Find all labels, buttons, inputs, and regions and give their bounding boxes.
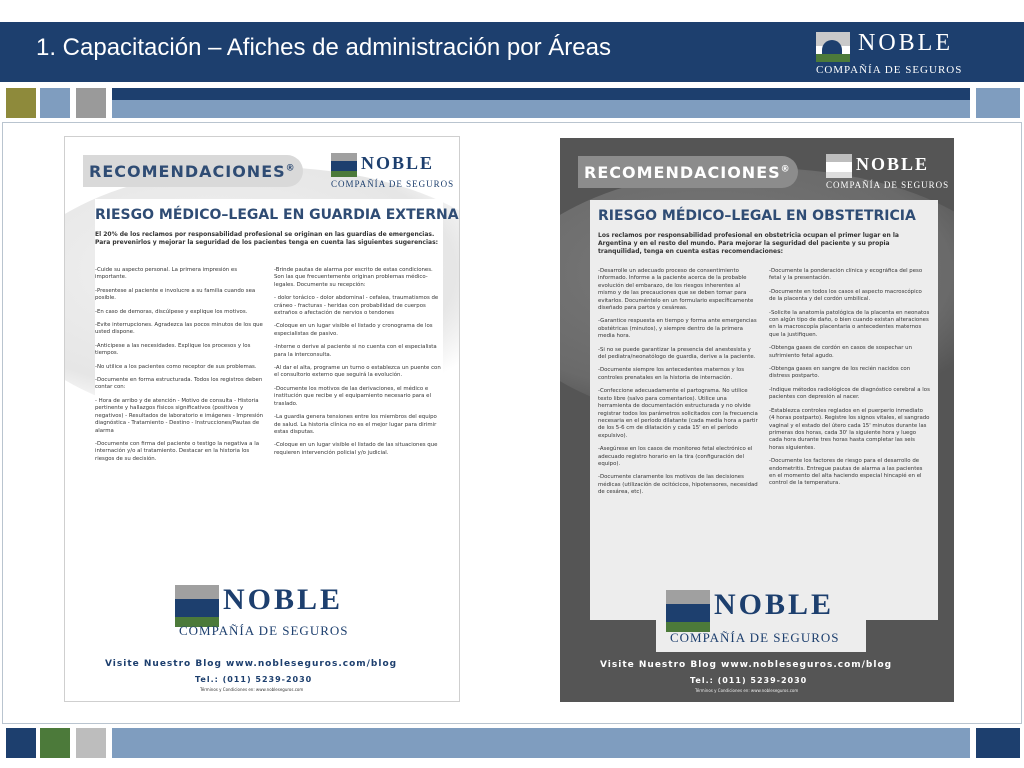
logo-subtitle: COMPAÑÍA DE SEGUROS: [331, 179, 455, 189]
recommendation-item: -Brinde pautas de alarma por escrito de estas condiciones. Son las que frecuentemente originan problemas médico-legales. Documente su recepción:: [274, 267, 433, 288]
logo-wordmark: NOBLE: [361, 153, 435, 173]
slide-title: 1. Capacitación – Afiches de administración por Áreas: [36, 34, 611, 61]
poster-big-logo: [175, 585, 355, 645]
decor-square-gray: [76, 728, 106, 758]
poster-heading: RIESGO MÉDICO–LEGAL EN GUARDIA EXTERNA: [95, 207, 459, 223]
recommendation-item: -Documente claramente los motivos de las decisiones médicas (utilización de ocitócicos, hipotensores, necesidad de cesárea, etc).: [598, 474, 758, 496]
recommendation-item: - Hora de arribo y de atención - Motivo de consulta - Historia pertinente y hallazgos físicos significativos (positivos y negativos) - Resultados de laboratorio e imágenes - Impresión diagnóstica - Tratamiento - Destino - Instrucciones/Pautas de alarma: [95, 397, 264, 434]
recommendation-item: -Al dar el alta, programe un turno o establezca un puente con el consultorio externo que seguirá la evolución.: [274, 365, 441, 379]
recommendation-item: -Documente con firma del paciente o testigo la negativa a la internación y/o al tratamiento. Destacar en la historia los riesgos de su decisión.: [95, 440, 259, 462]
noble-emblem-icon: [666, 590, 710, 632]
decor-square-right: [976, 728, 1020, 758]
pill-label: RECOMENDACIONES: [584, 163, 781, 182]
poster-guardia-externa: [64, 136, 460, 702]
registered-mark: ®: [780, 164, 791, 175]
poster-obstetricia: [560, 138, 954, 702]
blog-link-text: Visite Nuestro Blog www.nobleseguros.com/blog: [600, 660, 893, 670]
poster-column-left: [598, 268, 759, 614]
recommendation-item: -Interne o derive al paciente si no cuenta con el especialista para la interconsulta.: [274, 344, 437, 358]
recommendation-item: -Obtenga gases en sangre de los recién nacidos con distress postparto.: [769, 366, 911, 380]
poster-column-right: [769, 268, 930, 614]
decor-square-right: [976, 88, 1020, 118]
poster-columns: [95, 267, 443, 613]
slide-header: [0, 22, 1024, 82]
noble-emblem-icon: [816, 32, 850, 62]
recomendaciones-pill: [578, 156, 798, 188]
poster-content: [95, 199, 459, 619]
decor-bar-steel: [112, 728, 970, 758]
logo-subtitle: COMPAÑÍA DE SEGUROS: [179, 623, 349, 638]
blog-link-text: Visite Nuestro Blog www.nobleseguros.com/blog: [105, 659, 398, 669]
recommendation-item: -Solicite la anatomía patológica de la placenta en neonatos con algún tipo de daño, o bien cuando existan alteraciones en la macroscopía placentaria o antecedentes maternos que la justifiquen.: [769, 309, 930, 338]
recommendation-item: -Coloque en un lugar visible el listado de las situaciones que requieren intervención policial y/o judicial.: [274, 442, 438, 456]
noble-logo: [816, 28, 963, 78]
logo-subtitle: COMPAÑÍA DE SEGUROS: [816, 64, 963, 76]
recommendation-item: -Indique métodos radiológicos de diagnóstico cerebral a los pacientes con depresión al nacer.: [769, 386, 930, 401]
noble-emblem-icon: [175, 585, 219, 627]
poster-column-right: [274, 267, 443, 613]
decor-square-navy: [6, 728, 36, 758]
noble-emblem-icon: [826, 154, 852, 178]
recommendation-item: -La guardia genera tensiones entre los miembros del equipo de salud. La historia clínica no es el mejor lugar para dirimir estas disputas.: [274, 414, 437, 435]
recommendation-item: -Cuide su aspecto personal. La primera impresión es importante.: [95, 267, 238, 281]
recommendation-item: -Establezca controles reglados en el puerperio inmediato (4 horas postparto). Registre los signos vitales, el sangrado vaginal y el estado del útero cada 15' minutos durante las primeras dos horas, cada 30' la siguiente hora y luego cada hora durante tres horas hasta completar las seis horas siguientes.: [769, 407, 930, 451]
logo-wordmark: NOBLE: [223, 583, 344, 616]
recommendation-item: -Anticipese a las necesidades. Explique los procesos y los tiempos.: [95, 342, 251, 357]
decor-square-olive: [6, 88, 36, 118]
recommendation-item: -Asegúrese en los casos de monitoreo fetal electrónico el adecuado registro horario en la tira (configuración del equipo).: [598, 446, 753, 467]
recommendation-item: -Desarrolle un adecuado proceso de consentimiento informado. Informe a la paciente acerca de la probable evolución del embarazo, de los riesgos inherentes al mismo y de las precauciones que se deben tomar para evitarlos. Documéntelo en un formulario específicamente diseñado para partos y cesáreas.: [598, 268, 754, 312]
poster-intro: El 20% de los reclamos por responsabilidad profesional se originan en las guardias de emergencias. Para prevenirlos y mejorar la seguridad de los pacientes tenga en cuenta las siguientes sugerencias:: [95, 231, 439, 246]
recommendation-item: -Garantice respuesta en tiempo y forma ante emergencias obstétricas (minutos), y siempre dentro de la primera media hora.: [598, 318, 757, 340]
recommendation-item: -En caso de demoras, discúlpese y explique los motivos.: [95, 308, 248, 315]
recommendation-item: -No utilice a los pacientes como receptor de sus problemas.: [95, 363, 257, 370]
recommendation-item: -Documente en todos los casos el aspecto macroscópico de la placenta y del cordón umbilical.: [769, 288, 922, 303]
poster-intro: Los reclamos por responsabilidad profesional en obstetricia ocupan el primer lugar en la Argentina y en el resto del mundo. Para mejorar la seguridad del paciente y su propia tranquilidad, tenga en cuenta estas recomendaciones:: [598, 232, 899, 255]
decor-square-steel: [40, 88, 70, 118]
poster-content: [590, 200, 938, 620]
registered-mark: ®: [285, 163, 296, 174]
decor-bar-steel: [112, 100, 970, 118]
terms-text: Términos y Condiciones en: www.nobleseguros.com: [695, 688, 799, 693]
recommendation-item: - dolor torácico - dolor abdominal - cefalea, traumatismos de cráneo - fracturas - heridas con probabilidad de cuerpos extraños o afectación de nervios o tendones: [274, 295, 439, 317]
recomendaciones-pill: [83, 155, 303, 187]
logo-subtitle: COMPAÑÍA DE SEGUROS: [670, 630, 840, 645]
decor-square-gray: [76, 88, 106, 118]
logo-wordmark: NOBLE: [856, 154, 930, 174]
logo-subtitle: COMPAÑÍA DE SEGUROS: [826, 180, 950, 190]
recommendation-item: -Presentese al paciente e involucre a su familia cuando sea posible.: [95, 287, 256, 302]
recommendation-item: -Documente en forma estructurada. Todos los registros deben contar con:: [95, 377, 263, 391]
phone-text: Tel.: (011) 5239-2030: [195, 675, 313, 684]
poster-columns: [598, 268, 930, 614]
poster-heading: RIESGO MÉDICO–LEGAL EN OBSTETRICIA: [598, 208, 916, 224]
recommendation-item: -Obtenga gases de cordón en casos de sospechar un sufrimiento fetal agudo.: [769, 345, 912, 359]
recommendation-item: -Confeccione adecuadamente el partograma. No utilice texto libre (salvo para comentarios). Utilice una herramienta de documentación estructurada y no olvide registrar todos los parámetros solicitados con la frecuencia necesaria en el período dilatante (cada media hora a partir de los 5-6 cm de dilatación y cada 15' en el período expulsivo).: [598, 388, 758, 439]
recommendation-item: -Documente los factores de riesgo para el desarrollo de endometritis. Entregue pautas de alarma a las pacientes en el momento del alta haciendo especial hincapié en el control de la temperatura.: [769, 458, 923, 487]
recommendation-item: -Evite interrupciones. Agradezca las pocos minutos de los que usted dispone.: [95, 322, 263, 336]
recommendation-item: -Documente los motivos de las derivaciones, el médico e institución que recibe y el equipamiento necesario para el traslado.: [274, 385, 431, 407]
recommendation-item: -Documente siempre los antecedentes maternos y los controles prenatales en la historia de internación.: [598, 367, 745, 381]
poster-noble-logo: [331, 151, 455, 195]
recommendation-item: -Si no se puede garantizar la presencia del anestesista y del pediatra/neonatólogo de guardia, derive a la paciente.: [598, 346, 756, 361]
poster-column-left: [95, 267, 264, 613]
pill-label: RECOMENDACIONES: [89, 162, 286, 181]
poster-noble-logo: [826, 152, 950, 196]
recommendation-item: -Documente la ponderación clínica y ecográfica del peso fetal y la presentación.: [769, 268, 923, 282]
poster-big-logo: [656, 586, 866, 652]
recommendation-item: -Coloque en un lugar visible el listado y cronograma de los especialistas de pasivo.: [274, 323, 433, 337]
logo-wordmark: NOBLE: [714, 588, 835, 621]
terms-text: Términos y Condiciones en: www.nobleseguros.com: [200, 687, 304, 692]
phone-text: Tel.: (011) 5239-2030: [690, 676, 808, 685]
decor-square-green: [40, 728, 70, 758]
noble-emblem-icon: [331, 153, 357, 177]
logo-wordmark: NOBLE: [858, 30, 953, 56]
